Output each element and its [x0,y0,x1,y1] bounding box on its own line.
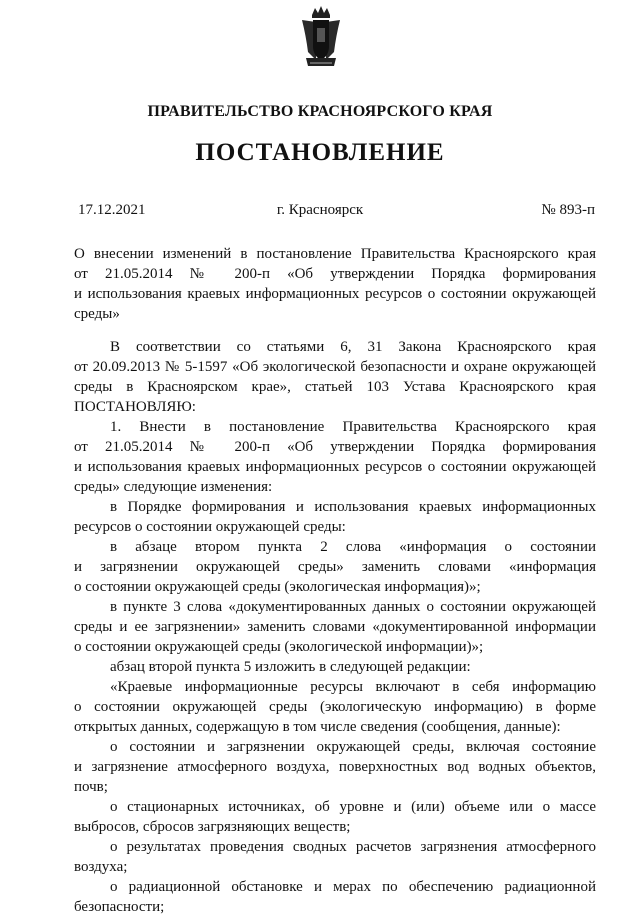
document-city: г. Красноярск [276,202,364,218]
document-type: ПОСТАНОВЛЕНИЕ [195,139,445,166]
body-line: в абзаце втором пункта 2 слова «информация о состоянии [110,539,596,555]
body-line: от 21.05.2014 № 200-п «Об утверждении Порядка формирования [74,439,596,455]
body-line: в пункте 3 слова «документированных данных о состоянии окружающей [110,599,596,615]
body-line: воздуха; [74,859,128,875]
body-line: абзац второй пункта 5 изложить в следующей редакции: [110,659,471,675]
document-number: № 893-п [541,202,595,218]
body-line: и загрязнении окружающей среды» заменить словами «информация [74,559,596,575]
body-line: в Порядке формирования и использования краевых информационных [110,499,596,515]
body-line: о состоянии окружающей среды (экологическая информация)»; [74,579,481,595]
title-line: среды» [74,306,120,322]
body-line: среды и ее загрязнении» заменить словами «документированной информации [74,619,596,635]
body-line: и использования краевых информационных ресурсов о состоянии окружающей [74,459,596,475]
body-line: среды в Красноярском крае», статьей 103 Устава Красноярского края [74,379,596,395]
body-line: открытых данных, содержащую в том числе сведения (сообщения, данные): [74,719,561,735]
body-line: «Краевые информационные ресурсы включают в себя информацию [110,679,596,695]
body-line: о состоянии и загрязнении окружающей среды, включая состояние [110,739,596,755]
body-line: выбросов, сбросов загрязняющих веществ; [74,819,351,835]
document-body [74,337,596,917]
body-line: о стационарных источниках, об уровне и (или) объеме или о массе [110,799,596,815]
body-line: среды» следующие изменения: [74,479,273,495]
body-line: и загрязнение атмосферного воздуха, поверхностных вод водных объектов, [74,759,596,775]
body-line: от 20.09.2013 № 5-1597 «Об экологической безопасности и охране окружающей [74,359,596,375]
body-line: о радиационной обстановке и мерах по обеспечению радиационной [110,879,596,895]
body-line: о состоянии окружающей среды (экологической информации)»; [74,639,484,655]
body-line: В соответствии со статьями 6, 31 Закона Красноярского края [110,339,596,355]
body-line: почв; [74,779,108,795]
body-line: ресурсов о состоянии окружающей среды: [74,519,346,535]
title-line: от 21.05.2014 № 200-п «Об утверждении Порядка формирования [74,266,596,282]
document-title [74,244,596,324]
title-line: О внесении изменений в постановление Правительства Красноярского края [74,246,596,262]
body-line: ПОСТАНОВЛЯЮ: [74,399,196,415]
title-line: и использования краевых информационных ресурсов о состоянии окружающей [74,286,596,302]
body-line: о состоянии окружающей среды (экологическую информацию) в форме [74,699,596,715]
document-date: 17.12.2021 [78,202,146,218]
coat-of-arms-icon [298,6,344,68]
organization-name: ПРАВИТЕЛЬСТВО КРАСНОЯРСКОГО КРАЯ [147,103,493,120]
body-line: о результатах проведения сводных расчетов загрязнения атмосферного [110,839,596,855]
body-line: 1. Внести в постановление Правительства Красноярского края [110,419,596,435]
body-line: безопасности; [74,899,165,915]
